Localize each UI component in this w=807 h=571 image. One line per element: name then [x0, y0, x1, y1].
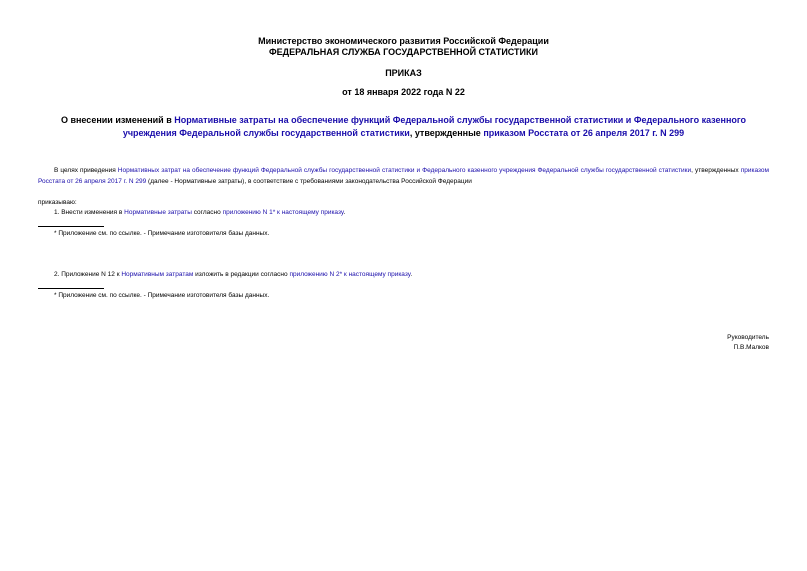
title-link-order-299[interactable]: приказом Росстата от 26 апреля 2017 г. N 299 [483, 128, 685, 138]
title-link-normative-costs[interactable]: Нормативные затраты на обеспечение функций Федеральной службы государственной статистики и Федерального казенного учреждения Федеральной службы государственной статистики [122, 115, 747, 138]
footnote-2: * Приложение см. по ссылке. - Примечание изготовителя базы данных. [54, 292, 270, 299]
item2-middle: изложить в редакции согласно [193, 271, 290, 278]
signatory-name: П.В.Малков [733, 344, 769, 351]
item2-link-normative-costs[interactable]: Нормативным затратам [121, 271, 194, 278]
preamble-suffix: (далее - Нормативные затраты), в соответствие с требованиями законодательства Российской Федерации [146, 178, 472, 185]
preamble-link-normative-costs[interactable]: Нормативных затрат на обеспечение функций Федеральной службы государственной статистики и Федерального казенного учреждения Федеральной службы государственной статистики [117, 167, 692, 174]
doc-type: ПРИКАЗ [385, 68, 422, 78]
item-1 [38, 207, 769, 218]
order-word: приказываю: [38, 199, 77, 206]
item2-prefix: 2. Приложение N 12 к [54, 271, 122, 278]
item1-suffix: . [343, 209, 346, 216]
ministry-name: Министерство экономического развития Российской Федерации [258, 36, 549, 46]
footnote-divider-2 [38, 288, 104, 289]
preamble-prefix: В целях приведения [54, 167, 118, 174]
preamble-middle: , утвержденных [691, 167, 741, 174]
title-prefix: О внесении изменений в [60, 115, 175, 125]
signatory-position: Руководитель [727, 334, 769, 341]
item1-link-appendix-1[interactable]: приложению N 1* к настоящему приказу [222, 209, 344, 216]
item2-suffix: . [410, 271, 413, 278]
footnote-divider-1 [38, 226, 104, 227]
item1-middle: согласно [191, 209, 223, 216]
document-title [38, 114, 769, 140]
item2-link-appendix-2[interactable]: приложению N 2* к настоящему приказу [289, 271, 411, 278]
item1-link-normative-costs[interactable]: Нормативные затраты [124, 209, 192, 216]
item-2 [38, 269, 769, 280]
footnote-1: * Приложение см. по ссылке. - Примечание изготовителя базы данных. [54, 230, 270, 237]
item1-prefix: 1. Внести изменения в [54, 209, 125, 216]
preamble-link-order-299[interactable]: приказом Росстата от 26 апреля 2017 г. N 299 [38, 167, 769, 185]
title-middle: , утвержденные [409, 128, 484, 138]
preamble-paragraph [38, 165, 769, 187]
service-name: ФЕДЕРАЛЬНАЯ СЛУЖБА ГОСУДАРСТВЕННОЙ СТАТИСТИКИ [269, 47, 538, 57]
doc-date-number: от 18 января 2022 года N 22 [342, 87, 465, 97]
